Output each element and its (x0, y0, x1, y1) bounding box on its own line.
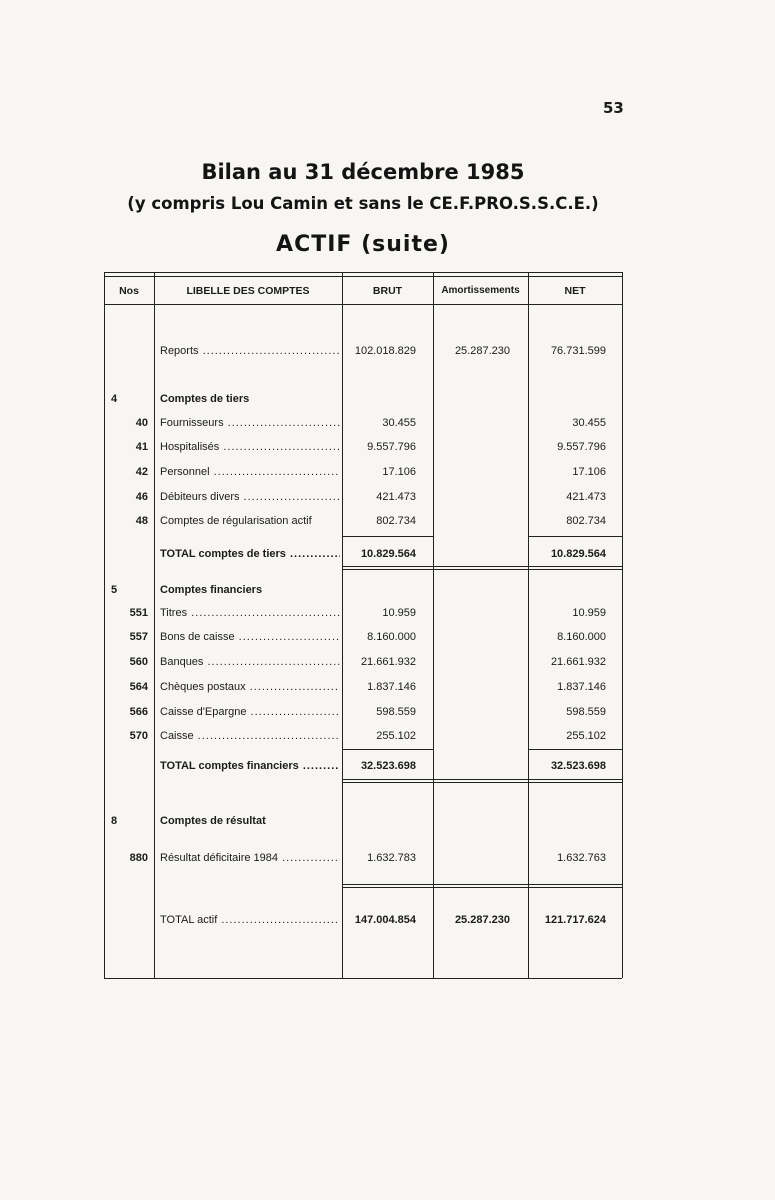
table-row (104, 466, 622, 484)
row-label: Fournisseurs ..... (160, 417, 340, 429)
row-brut: 421.473 (376, 491, 416, 503)
row-net: 10.959 (572, 607, 606, 619)
table-row (104, 607, 622, 625)
table-row (104, 706, 622, 724)
table-row (104, 515, 622, 533)
header-brut: BRUT (372, 285, 403, 297)
header-amortissements: Amortissements (441, 285, 520, 296)
row-net: 421.473 (566, 491, 606, 503)
row-label: Personnel ..... (160, 466, 340, 478)
table-bottom-border (104, 978, 622, 979)
total-rule (342, 887, 622, 888)
table-row-total (104, 914, 622, 932)
row-brut: 1.632.783 (367, 852, 416, 864)
row-number: 4 (111, 393, 118, 405)
subtotal-rule (528, 749, 622, 750)
row-number: 48 (135, 515, 148, 527)
row-net: 76.731.599 (550, 345, 606, 357)
row-amort: 25.287.230 (454, 345, 510, 357)
row-amort: 25.287.230 (454, 914, 510, 926)
row-label: Débiteurs divers ..... (160, 491, 340, 503)
row-label: Comptes de résultat (160, 815, 266, 827)
row-brut: 10.959 (382, 607, 416, 619)
row-number: 41 (135, 441, 148, 453)
row-number: 5 (111, 584, 118, 596)
row-label: Chèques postaux ..... (160, 681, 340, 693)
row-label: Résultat déficitaire 1984 ..... (160, 852, 340, 864)
table-top-border (104, 272, 622, 273)
table-top-border-inner (104, 276, 622, 277)
row-net: 121.717.624 (544, 914, 606, 926)
table-row (104, 656, 622, 674)
row-net: 30.455 (572, 417, 606, 429)
row-number: 42 (135, 466, 148, 478)
total-rule (342, 884, 622, 885)
row-number: 551 (129, 607, 148, 619)
row-label: Comptes financiers (160, 584, 263, 596)
row-brut: 255.102 (376, 730, 416, 742)
row-brut: 1.837.146 (367, 681, 416, 693)
header-number: Nos (119, 285, 139, 297)
subtotal-rule (528, 536, 622, 537)
table-row (104, 491, 622, 509)
section-title: ACTIF (suite) (276, 232, 450, 257)
row-number: 566 (129, 706, 148, 718)
row-net: 10.829.564 (550, 548, 606, 560)
table-row (104, 852, 622, 870)
row-net: 32.523.698 (550, 760, 606, 772)
row-label: Hospitalisés ..... (160, 441, 340, 453)
header-bottom-border (104, 304, 622, 305)
row-net: 21.661.932 (550, 656, 606, 668)
table-row (104, 417, 622, 435)
row-label: TOTAL comptes financiers ..... (160, 760, 340, 772)
table-row-group (104, 815, 622, 833)
row-net: 9.557.796 (557, 441, 606, 453)
table-row (104, 730, 622, 748)
total-rule (342, 779, 622, 780)
table-row (104, 441, 622, 459)
row-brut: 30.455 (382, 417, 416, 429)
header-label: LIBELLE DES COMPTES (186, 285, 310, 297)
table-row (104, 631, 622, 649)
total-rule (342, 569, 622, 570)
row-net: 255.102 (566, 730, 606, 742)
row-net: 1.837.146 (557, 681, 606, 693)
table-row-group (104, 393, 622, 411)
table-row (104, 681, 622, 699)
subtotal-rule (342, 749, 433, 750)
row-label: TOTAL comptes de tiers ..... (160, 548, 340, 560)
row-number: 570 (129, 730, 148, 742)
column-divider (433, 272, 434, 978)
page-number: 53 (603, 99, 624, 117)
row-number: 40 (135, 417, 148, 429)
row-label: Caisse ..... (160, 730, 340, 742)
table-row (104, 345, 622, 363)
row-brut: 10.829.564 (360, 548, 416, 560)
column-divider (104, 272, 105, 978)
row-number: 560 (129, 656, 148, 668)
row-brut: 802.734 (376, 515, 416, 527)
row-label: Comptes de régularisation actif (160, 515, 312, 527)
row-label: Banques ..... (160, 656, 340, 668)
row-number: 46 (135, 491, 148, 503)
row-label: Bons de caisse ..... (160, 631, 340, 643)
row-label: TOTAL actif ..... (160, 914, 340, 926)
row-net: 802.734 (566, 515, 606, 527)
column-divider (528, 272, 529, 978)
table-row-total (104, 548, 622, 566)
total-rule (342, 782, 622, 783)
row-brut: 598.559 (376, 706, 416, 718)
document-title: Bilan au 31 décembre 1985 (201, 160, 525, 184)
document-subtitle: (y compris Lou Camin et sans le CE.F.PRO.S.S.C.E.) (127, 194, 599, 213)
subtotal-rule (342, 536, 433, 537)
row-label: Titres ..... (160, 607, 340, 619)
row-brut: 102.018.829 (354, 345, 416, 357)
row-label: Reports ..... (160, 345, 340, 357)
column-divider (154, 272, 155, 978)
row-number: 564 (129, 681, 148, 693)
row-brut: 9.557.796 (367, 441, 416, 453)
row-net: 8.160.000 (557, 631, 606, 643)
row-net: 598.559 (566, 706, 606, 718)
row-brut: 21.661.932 (360, 656, 416, 668)
balance-table (104, 272, 622, 978)
total-rule (342, 566, 622, 567)
row-number: 557 (129, 631, 148, 643)
header-net: NET (564, 285, 586, 297)
row-brut: 32.523.698 (360, 760, 416, 772)
table-row-total (104, 760, 622, 778)
row-brut: 17.106 (382, 466, 416, 478)
row-number: 8 (111, 815, 118, 827)
row-net: 17.106 (572, 466, 606, 478)
row-label: Caisse d'Epargne ..... (160, 706, 340, 718)
row-brut: 8.160.000 (367, 631, 416, 643)
row-net: 1.632.763 (557, 852, 606, 864)
row-number: 880 (129, 852, 148, 864)
table-row-group (104, 584, 622, 602)
column-divider (342, 272, 343, 978)
row-brut: 147.004.854 (354, 914, 416, 926)
column-divider (622, 272, 623, 978)
row-label: Comptes de tiers (160, 393, 250, 405)
